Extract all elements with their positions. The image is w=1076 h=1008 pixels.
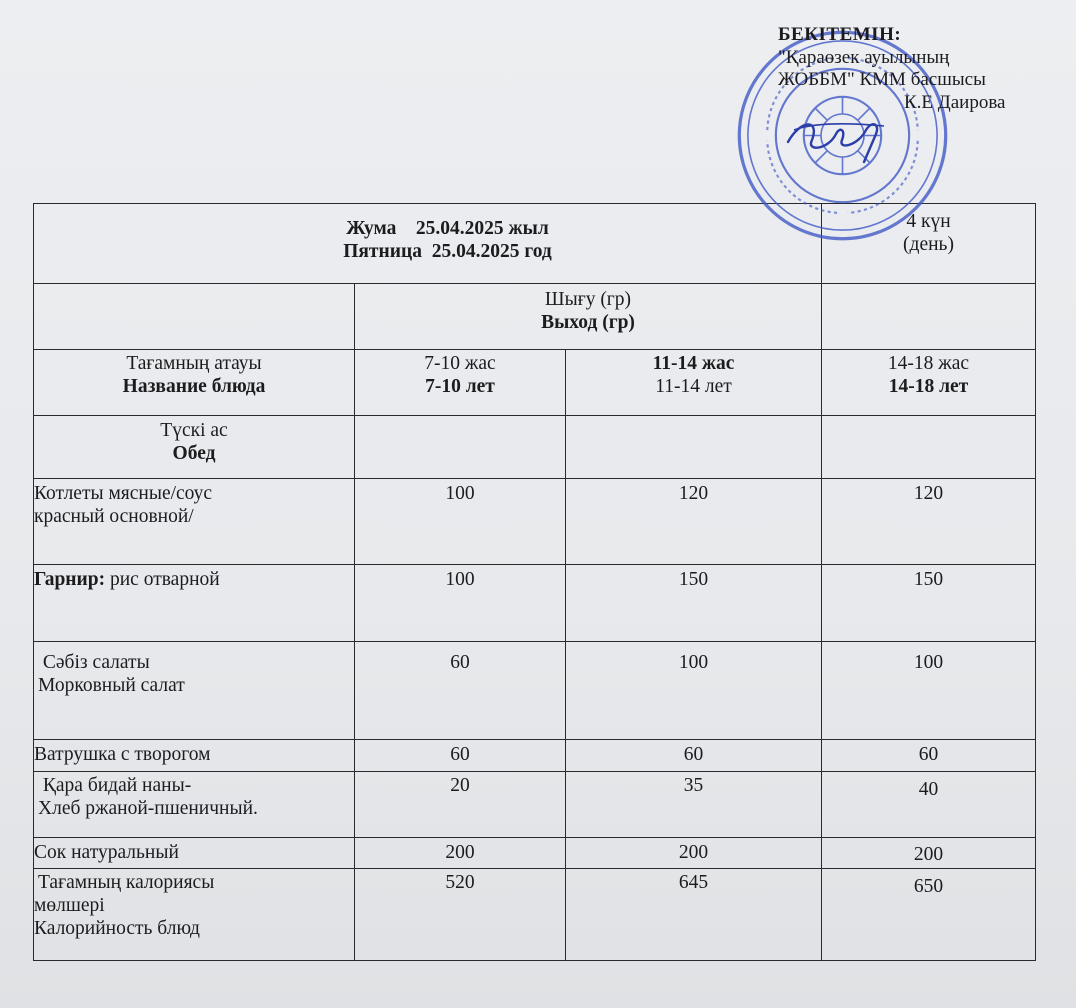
approval-title: БЕКІТЕМІН: <box>778 24 902 45</box>
age1-kz: 7-10 жас <box>424 353 496 374</box>
age3-kz: 14-18 жас <box>887 353 970 374</box>
dish-line: Тағамның калориясы <box>38 872 215 893</box>
table-row <box>34 642 1036 740</box>
dish-name-cell <box>34 772 355 838</box>
value-7-10 <box>355 772 566 838</box>
dish-line: Сок натуральный <box>34 842 179 863</box>
value-14-18 <box>822 642 1036 740</box>
dish-line: Ватрушка с творогом <box>34 744 211 765</box>
cell-content <box>822 350 1035 398</box>
dish-name-cell <box>34 565 355 642</box>
dish-line: Сәбіз салаты <box>38 652 150 673</box>
dish-name-cell <box>34 740 355 772</box>
signature <box>780 100 890 170</box>
dish-line: Хлеб ржаной-пшеничный. <box>38 798 258 819</box>
day-kz: Жума 25.04.2025 жыл <box>346 218 549 239</box>
gram-value: 100 <box>913 652 944 673</box>
gram-value: 100 <box>678 652 709 673</box>
dish-line: Қара бидай наны- <box>38 775 192 796</box>
dish-line: Морковный салат <box>38 675 185 696</box>
dish-line: мөлшері <box>34 895 105 916</box>
value-11-14 <box>566 869 822 961</box>
value-7-10 <box>355 642 566 740</box>
dish-name-cell <box>34 642 355 740</box>
gram-value: 60 <box>450 744 470 765</box>
empty-cell <box>355 416 566 479</box>
value-14-18 <box>822 869 1036 961</box>
day-cell <box>34 204 822 284</box>
value-11-14 <box>566 479 822 565</box>
cell-content <box>34 565 354 591</box>
gram-value: 100 <box>445 483 475 504</box>
gram-value: 35 <box>683 775 704 796</box>
age-group-14-18 <box>822 350 1036 416</box>
age2-ru: 11-14 лет <box>655 376 732 397</box>
day-number-ru: (день) <box>903 234 954 255</box>
cell-content <box>355 284 821 334</box>
gram-value: 200 <box>678 842 709 863</box>
value-14-18 <box>822 740 1036 772</box>
cell-content <box>34 642 354 697</box>
table-row <box>34 772 1036 838</box>
age-group-7-10 <box>355 350 566 416</box>
dish-name-ru: Название блюда <box>122 376 266 397</box>
value-14-18 <box>822 479 1036 565</box>
gram-value: 60 <box>683 744 704 765</box>
value-7-10 <box>355 565 566 642</box>
gram-value: 520 <box>445 872 475 893</box>
cell-content <box>34 350 354 398</box>
cell-content <box>34 869 354 940</box>
value-7-10 <box>355 740 566 772</box>
dish-name-cell <box>34 838 355 869</box>
cell-content <box>566 350 821 398</box>
value-14-18 <box>822 838 1036 869</box>
meal-ru: Обед <box>172 443 216 464</box>
day-number-kz: 4 күн <box>906 211 951 232</box>
gram-value: 645 <box>678 872 709 893</box>
gram-value: 200 <box>913 844 944 865</box>
value-7-10 <box>355 838 566 869</box>
table-row <box>34 479 1036 565</box>
gram-value: 120 <box>913 483 944 504</box>
value-7-10 <box>355 869 566 961</box>
dish-line: Калорийность блюд <box>34 918 200 939</box>
cell-content <box>355 350 565 398</box>
output-ru: Выход (гр) <box>541 312 635 333</box>
gram-value: 20 <box>450 775 470 796</box>
cell-content <box>34 204 821 263</box>
gram-value: 120 <box>678 483 709 504</box>
gram-value: 200 <box>445 842 475 863</box>
dish-name-kz: Тағамның атауы <box>126 353 262 374</box>
value-11-14 <box>566 838 822 869</box>
value-11-14 <box>566 772 822 838</box>
value-11-14 <box>566 740 822 772</box>
approval-position: ЖОББМ" КММ басшысы <box>778 69 986 90</box>
gram-value: 650 <box>913 876 944 897</box>
dish-line: красный основной/ <box>34 506 194 527</box>
dish-label-bold: Гарнир: <box>34 569 106 590</box>
table-row <box>34 869 1036 961</box>
table-row <box>34 740 1036 772</box>
dish-line: рис отварной <box>105 569 220 590</box>
age-group-11-14 <box>566 350 822 416</box>
empty-cell <box>34 284 355 350</box>
dish-name-header <box>34 350 355 416</box>
value-11-14 <box>566 565 822 642</box>
gram-value: 60 <box>918 744 939 765</box>
empty-cell <box>566 416 822 479</box>
empty-cell <box>822 416 1036 479</box>
table-row <box>34 838 1036 869</box>
value-7-10 <box>355 479 566 565</box>
day-ru: Пятница 25.04.2025 год <box>343 241 552 262</box>
value-14-18 <box>822 772 1036 838</box>
output-cell <box>355 284 822 350</box>
output-kz: Шығу (гр) <box>544 289 632 310</box>
value-11-14 <box>566 642 822 740</box>
dish-name-cell <box>34 869 355 961</box>
approval-school: "Қараөзек ауылының <box>778 46 950 68</box>
dish-line: Котлеты мясные/соус <box>34 483 213 504</box>
empty-cell <box>822 284 1036 350</box>
table-row <box>34 565 1036 642</box>
approval-name: К.Е Даирова <box>904 91 1006 113</box>
header-row-output <box>34 284 1036 350</box>
meal-label-cell <box>34 416 355 479</box>
cell-content <box>34 416 354 465</box>
value-14-18 <box>822 565 1036 642</box>
cell-content <box>34 838 354 864</box>
meal-kz: Түскі ас <box>160 420 228 441</box>
gram-value: 40 <box>918 779 939 800</box>
gram-value: 100 <box>445 569 475 590</box>
menu-table <box>33 203 1036 961</box>
meal-row-lunch <box>34 416 1036 479</box>
cell-content <box>34 740 354 766</box>
cell-content <box>34 772 354 820</box>
header-row-ages <box>34 350 1036 416</box>
cell-content <box>34 479 354 528</box>
age2-kz: 11-14 жас <box>652 353 735 374</box>
age3-ru: 14-18 лет <box>888 376 969 397</box>
age1-ru: 7-10 лет <box>425 376 495 397</box>
gram-value: 150 <box>913 569 944 590</box>
dish-name-cell <box>34 479 355 565</box>
gram-value: 150 <box>678 569 709 590</box>
gram-value: 60 <box>450 652 470 673</box>
